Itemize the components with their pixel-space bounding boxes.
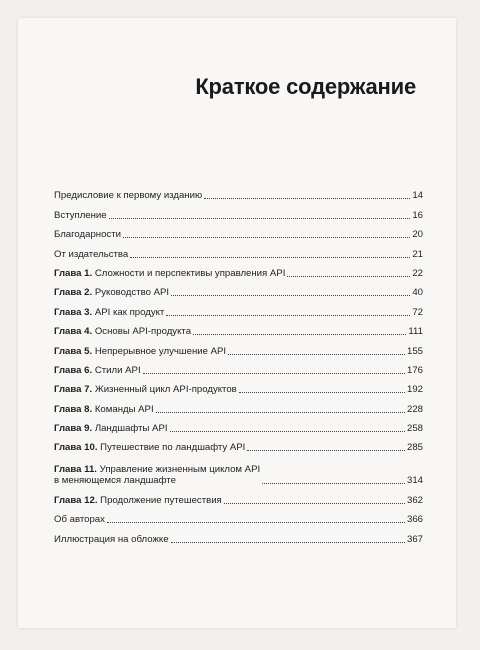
- toc-entry-title: Иллюстрация на обложке: [54, 533, 169, 545]
- page-number: 14: [412, 190, 423, 202]
- toc-entry-label: [54, 307, 164, 318]
- page-number: 21: [412, 248, 423, 260]
- chapter-number: Глава 1.: [54, 267, 93, 279]
- chapter-number: Глава 8.: [54, 403, 93, 415]
- dot-leader: [287, 276, 410, 277]
- toc-entry[interactable]: [54, 435, 423, 454]
- table-of-contents: [54, 183, 423, 546]
- toc-entry[interactable]: [54, 299, 423, 318]
- toc-entry-label: [54, 442, 245, 453]
- toc-entry-label: [54, 534, 169, 545]
- toc-entry-label: [54, 384, 237, 395]
- page-number: 258: [406, 423, 423, 435]
- toc-entry-title: Команды API: [94, 403, 154, 415]
- page-number: 40: [412, 287, 423, 299]
- toc-entry-title: Продолжение путешествия: [100, 494, 222, 506]
- dot-leader: [247, 450, 405, 451]
- toc-entry-label: [54, 326, 191, 337]
- dot-leader: [107, 522, 405, 523]
- toc-entry-title: API как продукт: [94, 306, 165, 318]
- toc-entry-label: [54, 210, 107, 221]
- page-number: 20: [412, 229, 423, 241]
- chapter-number: Глава 5.: [54, 345, 93, 357]
- page-number: 192: [406, 384, 423, 396]
- toc-entry-label: [54, 249, 128, 260]
- toc-entry-title: Сложности и перспективы управления API: [94, 267, 286, 279]
- page-number: 314: [406, 475, 423, 487]
- toc-entry[interactable]: [54, 416, 423, 435]
- toc-entry[interactable]: [54, 358, 423, 377]
- toc-entry-label: [54, 268, 285, 279]
- toc-entry-label: [54, 423, 168, 434]
- page-title: Краткое содержание: [195, 74, 416, 99]
- toc-entry-title: Об авторах: [54, 514, 105, 526]
- toc-entry[interactable]: [54, 526, 423, 545]
- toc-entry[interactable]: [54, 241, 423, 260]
- toc-entry-label: [54, 365, 141, 376]
- toc-entry-title: Непрерывное улучшение API: [94, 345, 227, 357]
- page-number: 228: [406, 403, 423, 415]
- toc-entry-title: Стили API: [94, 364, 141, 376]
- dot-leader: [123, 237, 410, 238]
- page-number: 72: [412, 306, 423, 318]
- toc-entry[interactable]: [54, 338, 423, 357]
- toc-entry[interactable]: [54, 487, 423, 506]
- toc-entry[interactable]: [54, 319, 423, 338]
- toc-entry[interactable]: [54, 507, 423, 526]
- toc-entry-title: Путешествие по ландшафту API: [100, 442, 246, 454]
- page-number: 366: [406, 514, 423, 526]
- toc-entry[interactable]: [54, 377, 423, 396]
- page-number: 22: [412, 267, 423, 279]
- dot-leader: [262, 483, 405, 484]
- page-number: 367: [406, 533, 423, 545]
- page-number: 155: [406, 345, 423, 357]
- dot-leader: [228, 354, 405, 355]
- dot-leader: [204, 198, 410, 199]
- dot-leader: [239, 392, 405, 393]
- dot-leader: [109, 218, 411, 219]
- dot-leader: [224, 503, 405, 504]
- chapter-number: Глава 12.: [54, 494, 98, 506]
- dot-leader: [170, 431, 405, 432]
- chapter-number: Глава 4.: [54, 326, 93, 338]
- dot-leader: [193, 334, 406, 335]
- chapter-number: Глава 9.: [54, 423, 93, 435]
- toc-entry-label: [54, 495, 222, 506]
- dot-leader: [156, 412, 405, 413]
- toc-entry[interactable]: [54, 261, 423, 280]
- toc-entry-title: Предисловие к первому изданию: [54, 190, 203, 202]
- page-number: 111: [408, 326, 423, 338]
- chapter-number: Глава 2.: [54, 287, 93, 299]
- chapter-number: Глава 10.: [54, 442, 98, 454]
- toc-entry[interactable]: [54, 222, 423, 241]
- page-number: 16: [412, 209, 423, 221]
- toc-entry-title: Вступление: [54, 209, 107, 221]
- dot-leader: [130, 257, 410, 258]
- toc-entry[interactable]: [54, 396, 423, 415]
- toc-entry-label: [54, 464, 260, 486]
- page-number: 362: [406, 494, 423, 506]
- toc-entry-label: [54, 229, 121, 240]
- book-page: [18, 18, 456, 628]
- chapter-number: Глава 3.: [54, 306, 93, 318]
- chapter-number: Глава 7.: [54, 384, 93, 396]
- toc-entry[interactable]: [54, 280, 423, 299]
- toc-entry-label: [54, 287, 169, 298]
- toc-entry-label: [54, 514, 105, 525]
- toc-entry-label: [54, 190, 202, 201]
- toc-entry[interactable]: [54, 454, 423, 487]
- page-number: 285: [406, 442, 423, 454]
- toc-entry-title: Руководство API: [94, 287, 170, 299]
- toc-entry[interactable]: [54, 183, 423, 202]
- toc-entry-title: Жизненный цикл API-продуктов: [94, 384, 237, 396]
- toc-entry-title: Управление жизненным циклом API в меняющемся ландшафте: [54, 464, 261, 487]
- chapter-number: Глава 6.: [54, 364, 93, 376]
- dot-leader: [171, 295, 410, 296]
- toc-entry-title: Ландшафты API: [94, 423, 168, 435]
- toc-entry[interactable]: [54, 202, 423, 221]
- dot-leader: [166, 315, 410, 316]
- toc-entry-title: От издательства: [54, 248, 129, 260]
- toc-entry-label: [54, 346, 226, 357]
- toc-entry-title: Благодарности: [54, 229, 121, 241]
- dot-leader: [143, 373, 405, 374]
- chapter-number: Глава 11.: [54, 464, 97, 476]
- dot-leader: [171, 542, 405, 543]
- page-number: 176: [406, 364, 423, 376]
- toc-entry-title: Основы API-продукта: [94, 326, 192, 338]
- toc-entry-label: [54, 404, 154, 415]
